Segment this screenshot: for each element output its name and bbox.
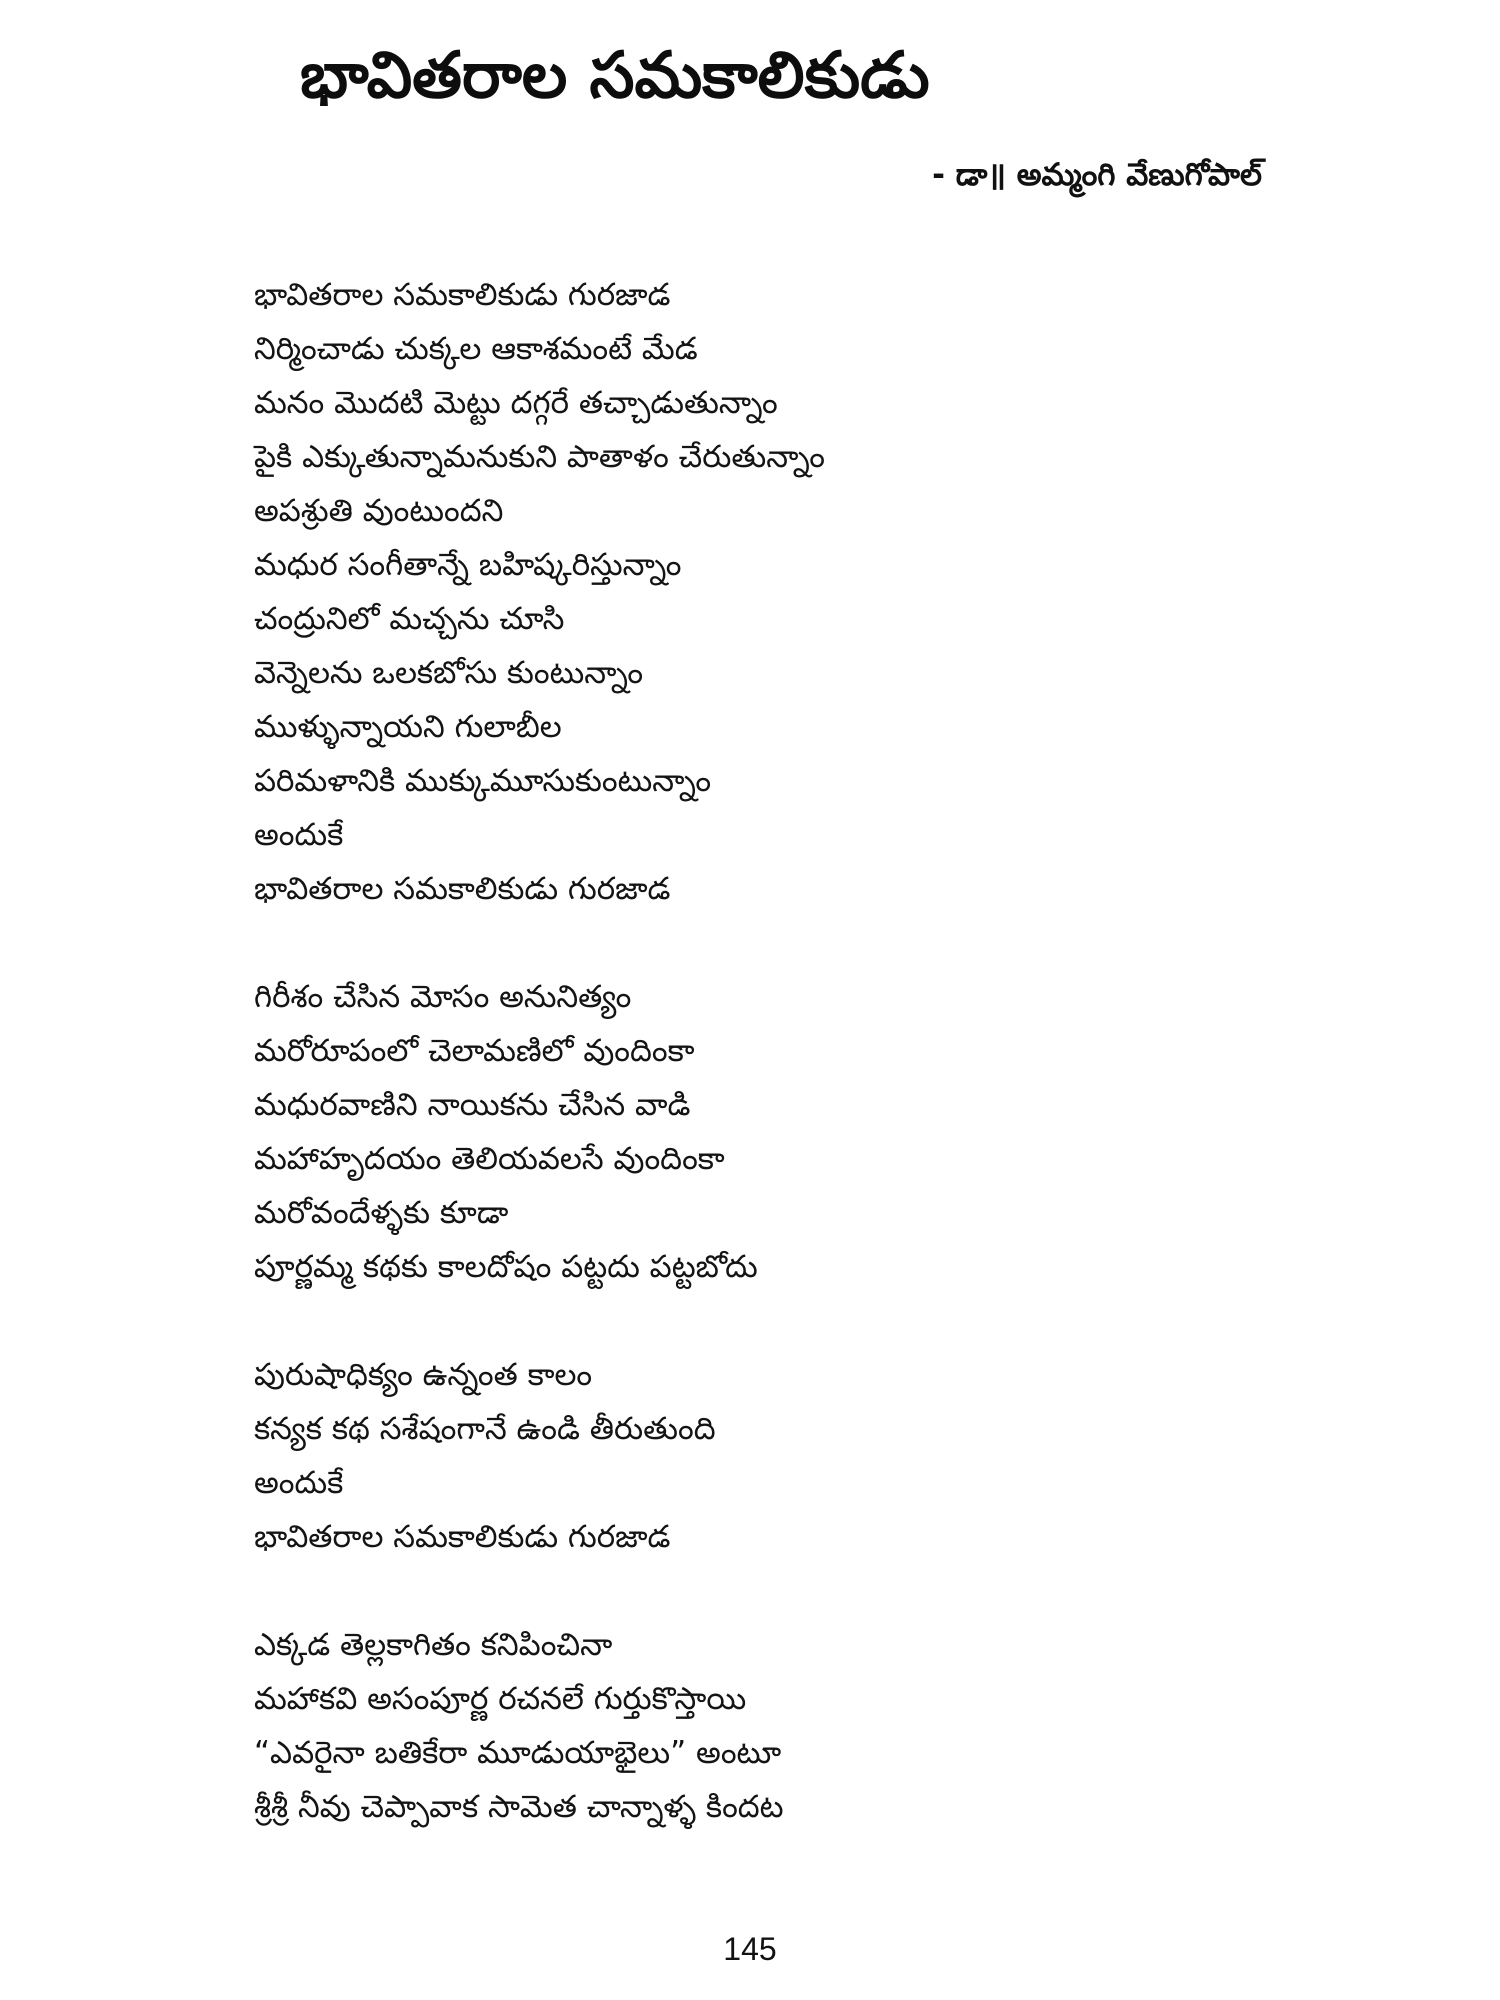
poem-line: మహాకవి అసంపూర్ణ రచనలే గుర్తుకొస్తాయి bbox=[254, 1681, 747, 1717]
poem-line: మనం మొదటి మెట్టు దగ్గరే తచ్చాడుతున్నాం bbox=[254, 385, 778, 421]
poem-line: నిర్మించాడు చుక్కల ఆకాశమంటే మేడ bbox=[254, 331, 698, 367]
poem-line: వెన్నెలను ఒలకబోసు కుంటున్నాం bbox=[254, 655, 644, 691]
poem-line: మధురవాణిని నాయికను చేసిన వాడి bbox=[254, 1087, 691, 1123]
poem-line: కన్యక కథ సశేషంగానే ఉండి తీరుతుంది bbox=[254, 1411, 716, 1447]
poem-line: మరోరూపంలో చెలామణిలో వుందింకా bbox=[254, 1033, 695, 1069]
poem-line: మహాహృదయం తెలియవలసే వుందింకా bbox=[254, 1141, 725, 1177]
poem-line: అందుకే bbox=[254, 817, 344, 853]
poem-line: అపశ్రుతి వుంటుందని bbox=[254, 493, 504, 529]
poem-line: గిరీశం చేసిన మోసం అనునిత్యం bbox=[254, 979, 632, 1015]
poem-line: అందుకే bbox=[254, 1465, 344, 1501]
poem-line: భావితరాల సమకాలికుడు గురజాడ bbox=[254, 1519, 671, 1555]
poem-line: ముళ్ళున్నాయని గులాబీల bbox=[254, 709, 562, 745]
poem-author: - డా॥ అమ్మంగి వేణుగోపాల్ bbox=[932, 157, 1262, 193]
poem-line: ఎక్కడ తెల్లకాగితం కనిపించినా bbox=[254, 1627, 613, 1663]
poem-line: పురుషాధిక్యం ఉన్నంత కాలం bbox=[254, 1357, 593, 1393]
poem-line: భావితరాల సమకాలికుడు గురజాడ bbox=[254, 277, 671, 313]
poem-line: చంద్రునిలో మచ్చను చూసి bbox=[254, 601, 565, 637]
page-number: 145 bbox=[723, 1931, 777, 1967]
poem-line: భావితరాల సమకాలికుడు గురజాడ bbox=[254, 871, 671, 907]
poem-line: “ఎవరైనా బతికేరా మూడుయాభైలు” అంటూ bbox=[254, 1735, 782, 1771]
poem-line: మధుర సంగీతాన్నే బహిష్కరిస్తున్నాం bbox=[254, 547, 682, 583]
poem-line: పరిమళానికి ముక్కుమూసుకుంటున్నాం bbox=[254, 763, 712, 799]
stanza-2 bbox=[254, 970, 1254, 1294]
stanza-4 bbox=[254, 1618, 1254, 1834]
poem-line: శ్రీశ్రీ నీవు చెప్పావాక సామెత చాన్నాళ్ళ కిందట bbox=[254, 1789, 784, 1825]
poem-line: మరోవందేళ్ళకు కూడా bbox=[254, 1195, 509, 1231]
stanza-3 bbox=[254, 1348, 1254, 1564]
poem-title: భావితరాల సమకాలికుడు bbox=[300, 39, 930, 113]
poem-body bbox=[254, 268, 1254, 1888]
poem-line: పూర్ణమ్మ కథకు కాలదోషం పట్టదు పట్టబోదు bbox=[254, 1249, 758, 1285]
poem-line: పైకి ఎక్కుతున్నామనుకుని పాతాళం చేరుతున్నాం bbox=[254, 439, 826, 475]
stanza-1 bbox=[254, 268, 1254, 916]
